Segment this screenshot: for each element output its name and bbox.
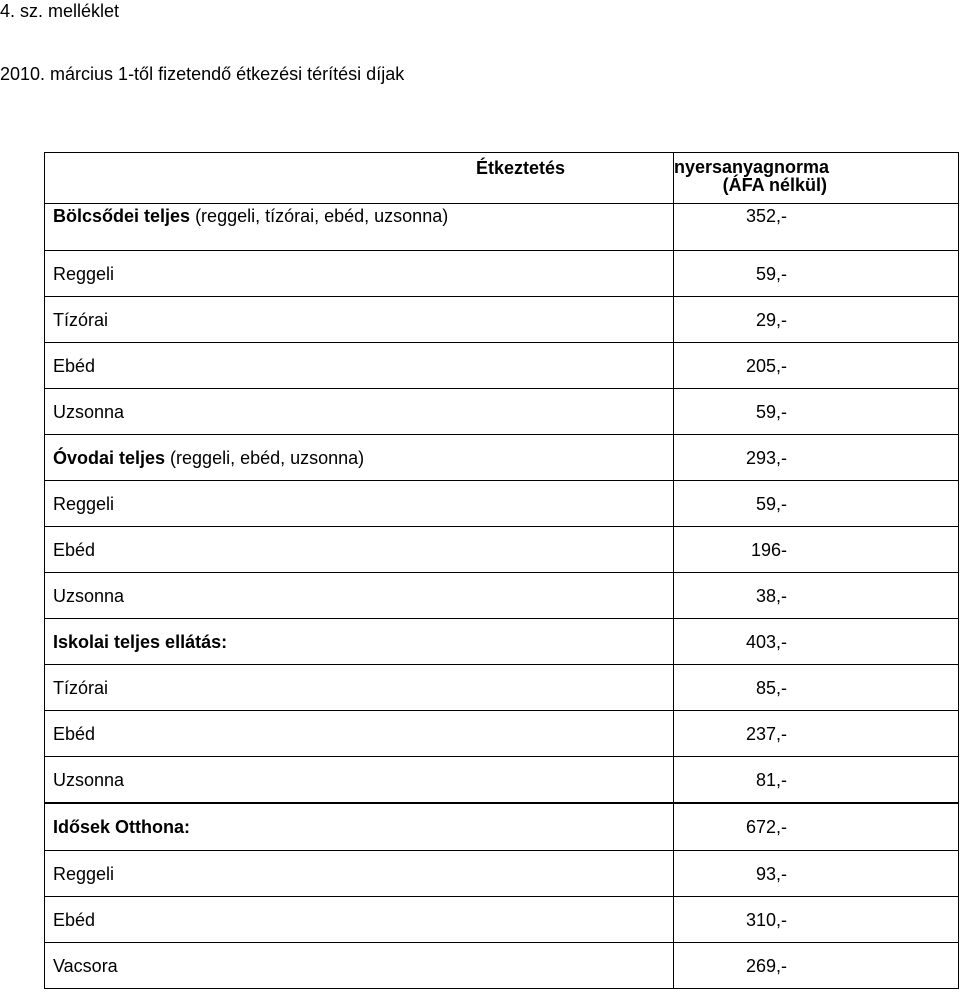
row-value: 85,-: [674, 665, 959, 711]
row-label: Ebéd: [45, 343, 674, 389]
row-value: 672,-: [674, 804, 959, 851]
row-label: Reggeli: [45, 481, 674, 527]
row-value: 59,-: [674, 389, 959, 435]
row-label: Uzsonna: [45, 757, 674, 803]
row-value: 81,-: [674, 757, 959, 803]
row-label: Reggeli: [45, 851, 674, 897]
row-value: 269,-: [674, 943, 959, 989]
row-value: 310,-: [674, 897, 959, 943]
row-value: 59,-: [674, 481, 959, 527]
row-value: 38,-: [674, 573, 959, 619]
annex-label: 4. sz. melléklet: [0, 1, 120, 21]
table-header-row: [45, 153, 959, 204]
table-row: [45, 435, 959, 481]
row-value: 59,-: [674, 251, 959, 297]
table-row: [45, 943, 959, 989]
table-row: [45, 711, 959, 757]
row-label: Tízórai: [45, 665, 674, 711]
table-row: [45, 804, 959, 851]
table-row: [45, 481, 959, 527]
table-row: [45, 389, 959, 435]
row-label: Tízórai: [45, 297, 674, 343]
fee-table: [44, 152, 959, 803]
row-label: Reggeli: [45, 251, 674, 297]
row-label: Iskolai teljes ellátás:: [45, 619, 674, 665]
table-row: [45, 204, 959, 251]
table-row: [45, 619, 959, 665]
row-value: 29,-: [674, 297, 959, 343]
row-label: Óvodai teljes (reggeli, ebéd, uzsonna): [45, 435, 674, 481]
row-label: Ebéd: [45, 897, 674, 943]
table-row: [45, 897, 959, 943]
row-label: Ebéd: [45, 527, 674, 573]
row-label: Bölcsődei teljes (reggeli, tízórai, ebéd, uzsonna): [45, 204, 674, 251]
row-value: 237,-: [674, 711, 959, 757]
table-row: [45, 851, 959, 897]
row-value: 403,-: [674, 619, 959, 665]
table-row: [45, 573, 959, 619]
row-value: 352,-: [674, 204, 959, 251]
table-row: [45, 527, 959, 573]
row-label: Uzsonna: [45, 389, 674, 435]
elderly-home-table: [44, 803, 959, 989]
page-title: 2010. március 1-től fizetendő étkezési térítési díjak: [0, 64, 405, 84]
table-row: [45, 297, 959, 343]
row-label: Vacsora: [45, 943, 674, 989]
row-value: 205,-: [674, 343, 959, 389]
row-label: Ebéd: [45, 711, 674, 757]
row-label: Idősek Otthona:: [45, 804, 674, 851]
row-value: 93,-: [674, 851, 959, 897]
row-label: Uzsonna: [45, 573, 674, 619]
header-norm: nyersanyagnorma (ÁFA nélkül): [674, 153, 959, 204]
row-value: 293,-: [674, 435, 959, 481]
table-row: [45, 251, 959, 297]
table-row: [45, 757, 959, 803]
table-row: [45, 665, 959, 711]
row-value: 196-: [674, 527, 959, 573]
header-catering: Étkeztetés: [45, 153, 674, 204]
table-row: [45, 343, 959, 389]
